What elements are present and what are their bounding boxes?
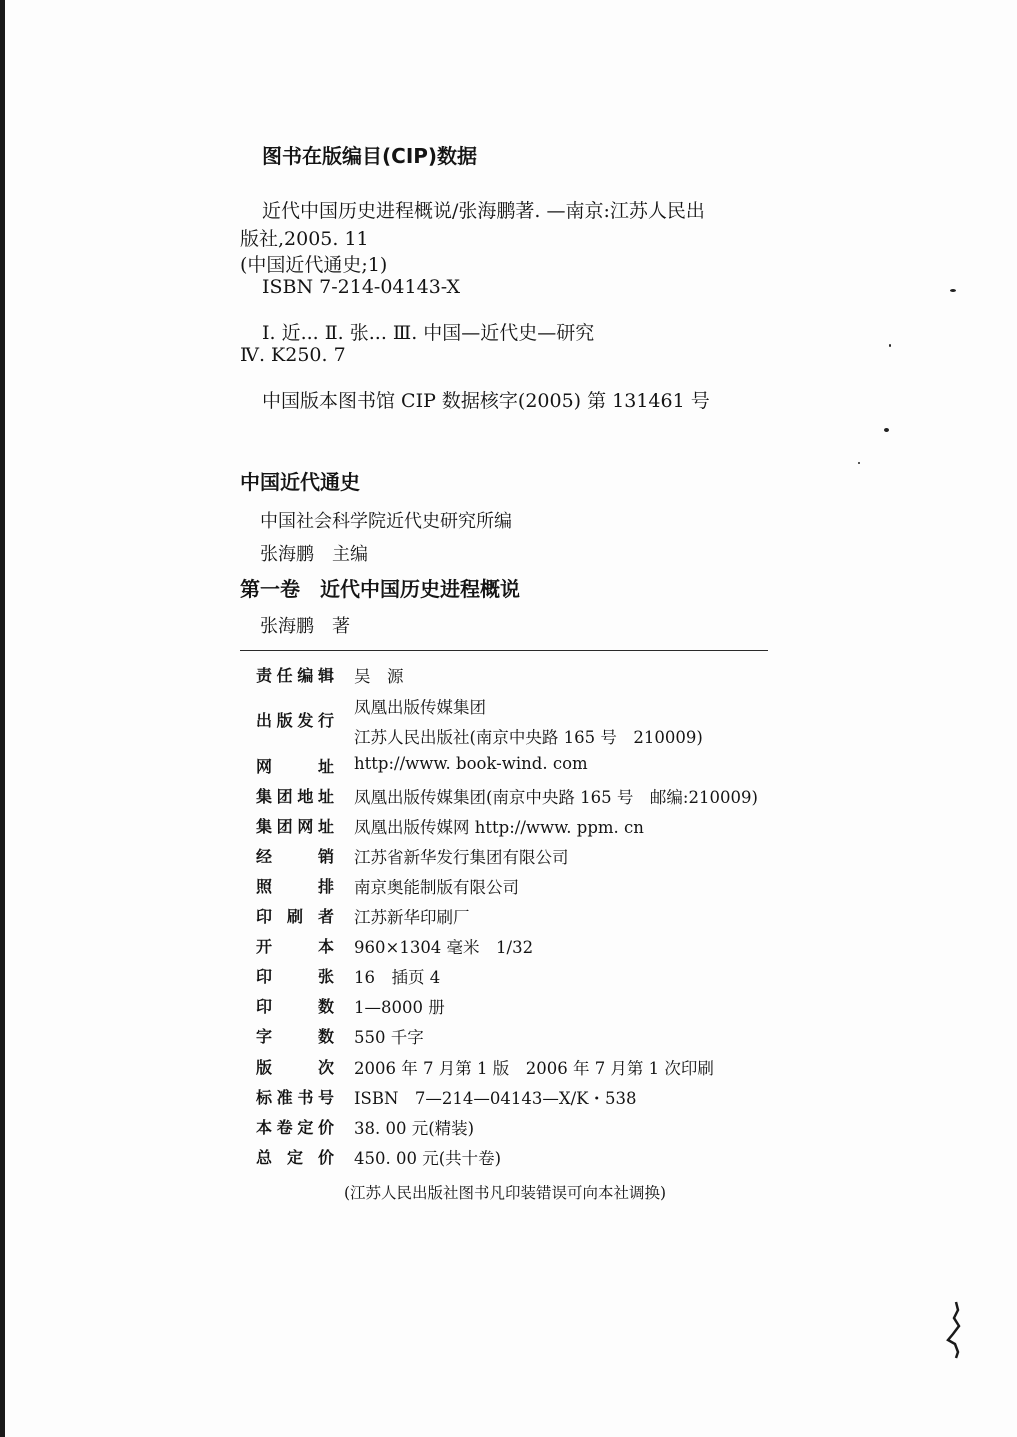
colophon-label: 印 张	[256, 967, 334, 986]
colophon-value: 江苏新华印刷厂	[354, 908, 470, 927]
colophon-value: 江苏省新华发行集团有限公司	[354, 848, 569, 867]
cip-line-1: 近代中国历史进程概说/张海鹏著. —南京:江苏人民出	[262, 200, 705, 222]
colophon-value: ISBN 7—214—04143—X/K・538	[354, 1089, 637, 1108]
scan-speck	[884, 428, 889, 432]
colophon-value: 1—8000 册	[354, 998, 445, 1017]
volume-title: 第一卷 近代中国历史进程概说	[240, 577, 520, 601]
colophon-label: 总 定 价	[256, 1148, 334, 1167]
colophon-label: 本 卷 定 价	[256, 1118, 334, 1137]
colophon-label: 标 准 书 号	[256, 1088, 334, 1107]
series-editor: 张海鹏 主编	[260, 544, 368, 565]
colophon-value: 凤凰出版传媒集团(南京中央路 165 号 邮编:210009)	[354, 788, 758, 807]
colophon-label: 网 址	[256, 757, 334, 776]
scan-speck	[889, 344, 891, 347]
colophon-value: 16 插页 4	[354, 968, 441, 987]
colophon-value: 960×1304 毫米 1/32	[354, 938, 534, 957]
series-organization: 中国社会科学院近代史研究所编	[260, 511, 512, 532]
colophon-label: 经 销	[256, 847, 334, 866]
cip-line-2: 版社,2005. 11	[240, 228, 369, 250]
cip-line-isbn: ISBN 7-214-04143-X	[262, 276, 461, 298]
cip-line-3: (中国近代通史;1)	[240, 254, 388, 276]
colophon-label: 字 数	[256, 1027, 334, 1046]
section-divider	[240, 650, 768, 651]
colophon-value: 凤凰出版传媒网 http://www. ppm. cn	[354, 818, 644, 837]
page-edge-shadow	[0, 0, 5, 1437]
colophon-label: 责 任 编 辑	[256, 666, 334, 685]
volume-author: 张海鹏 著	[260, 616, 350, 637]
cip-line-classification: Ⅳ. K250. 7	[240, 344, 346, 366]
scan-mark	[944, 1300, 962, 1360]
colophon-label: 出 版 发 行	[256, 711, 334, 730]
colophon-label: 照 排	[256, 877, 334, 896]
cip-heading: 图书在版编目(CIP)数据	[262, 144, 478, 168]
colophon-label: 开 本	[256, 937, 334, 956]
scan-speck	[950, 289, 956, 292]
colophon-value-line2: 江苏人民出版社(南京中央路 165 号 210009)	[354, 728, 703, 747]
colophon-label: 印 数	[256, 997, 334, 1016]
cip-line-subjects: Ⅰ. 近... Ⅱ. 张... Ⅲ. 中国—近代史—研究	[262, 322, 595, 344]
cip-line-record: 中国版本图书馆 CIP 数据核字(2005) 第 131461 号	[262, 390, 710, 412]
replacement-note: (江苏人民出版社图书凡印装错误可向本社调换)	[344, 1184, 667, 1202]
colophon-value: 吴 源	[354, 667, 404, 686]
scan-speck	[858, 462, 860, 464]
colophon-value: 450. 00 元(共十卷)	[354, 1149, 502, 1168]
colophon-label: 集 团 网 址	[256, 817, 334, 836]
colophon-value: 南京奥能制版有限公司	[354, 878, 519, 897]
colophon-value: http://www. book-wind. com	[354, 754, 588, 773]
colophon-value: 凤凰出版传媒集团	[354, 698, 486, 717]
colophon-value: 2006 年 7 月第 1 版 2006 年 7 月第 1 次印刷	[354, 1059, 714, 1078]
colophon-value: 38. 00 元(精装)	[354, 1119, 475, 1138]
series-title: 中国近代通史	[240, 470, 360, 494]
colophon-label: 集 团 地 址	[256, 787, 334, 806]
colophon-label: 版 次	[256, 1058, 334, 1077]
colophon-label: 印 刷 者	[256, 907, 334, 926]
colophon-value: 550 千字	[354, 1028, 424, 1047]
